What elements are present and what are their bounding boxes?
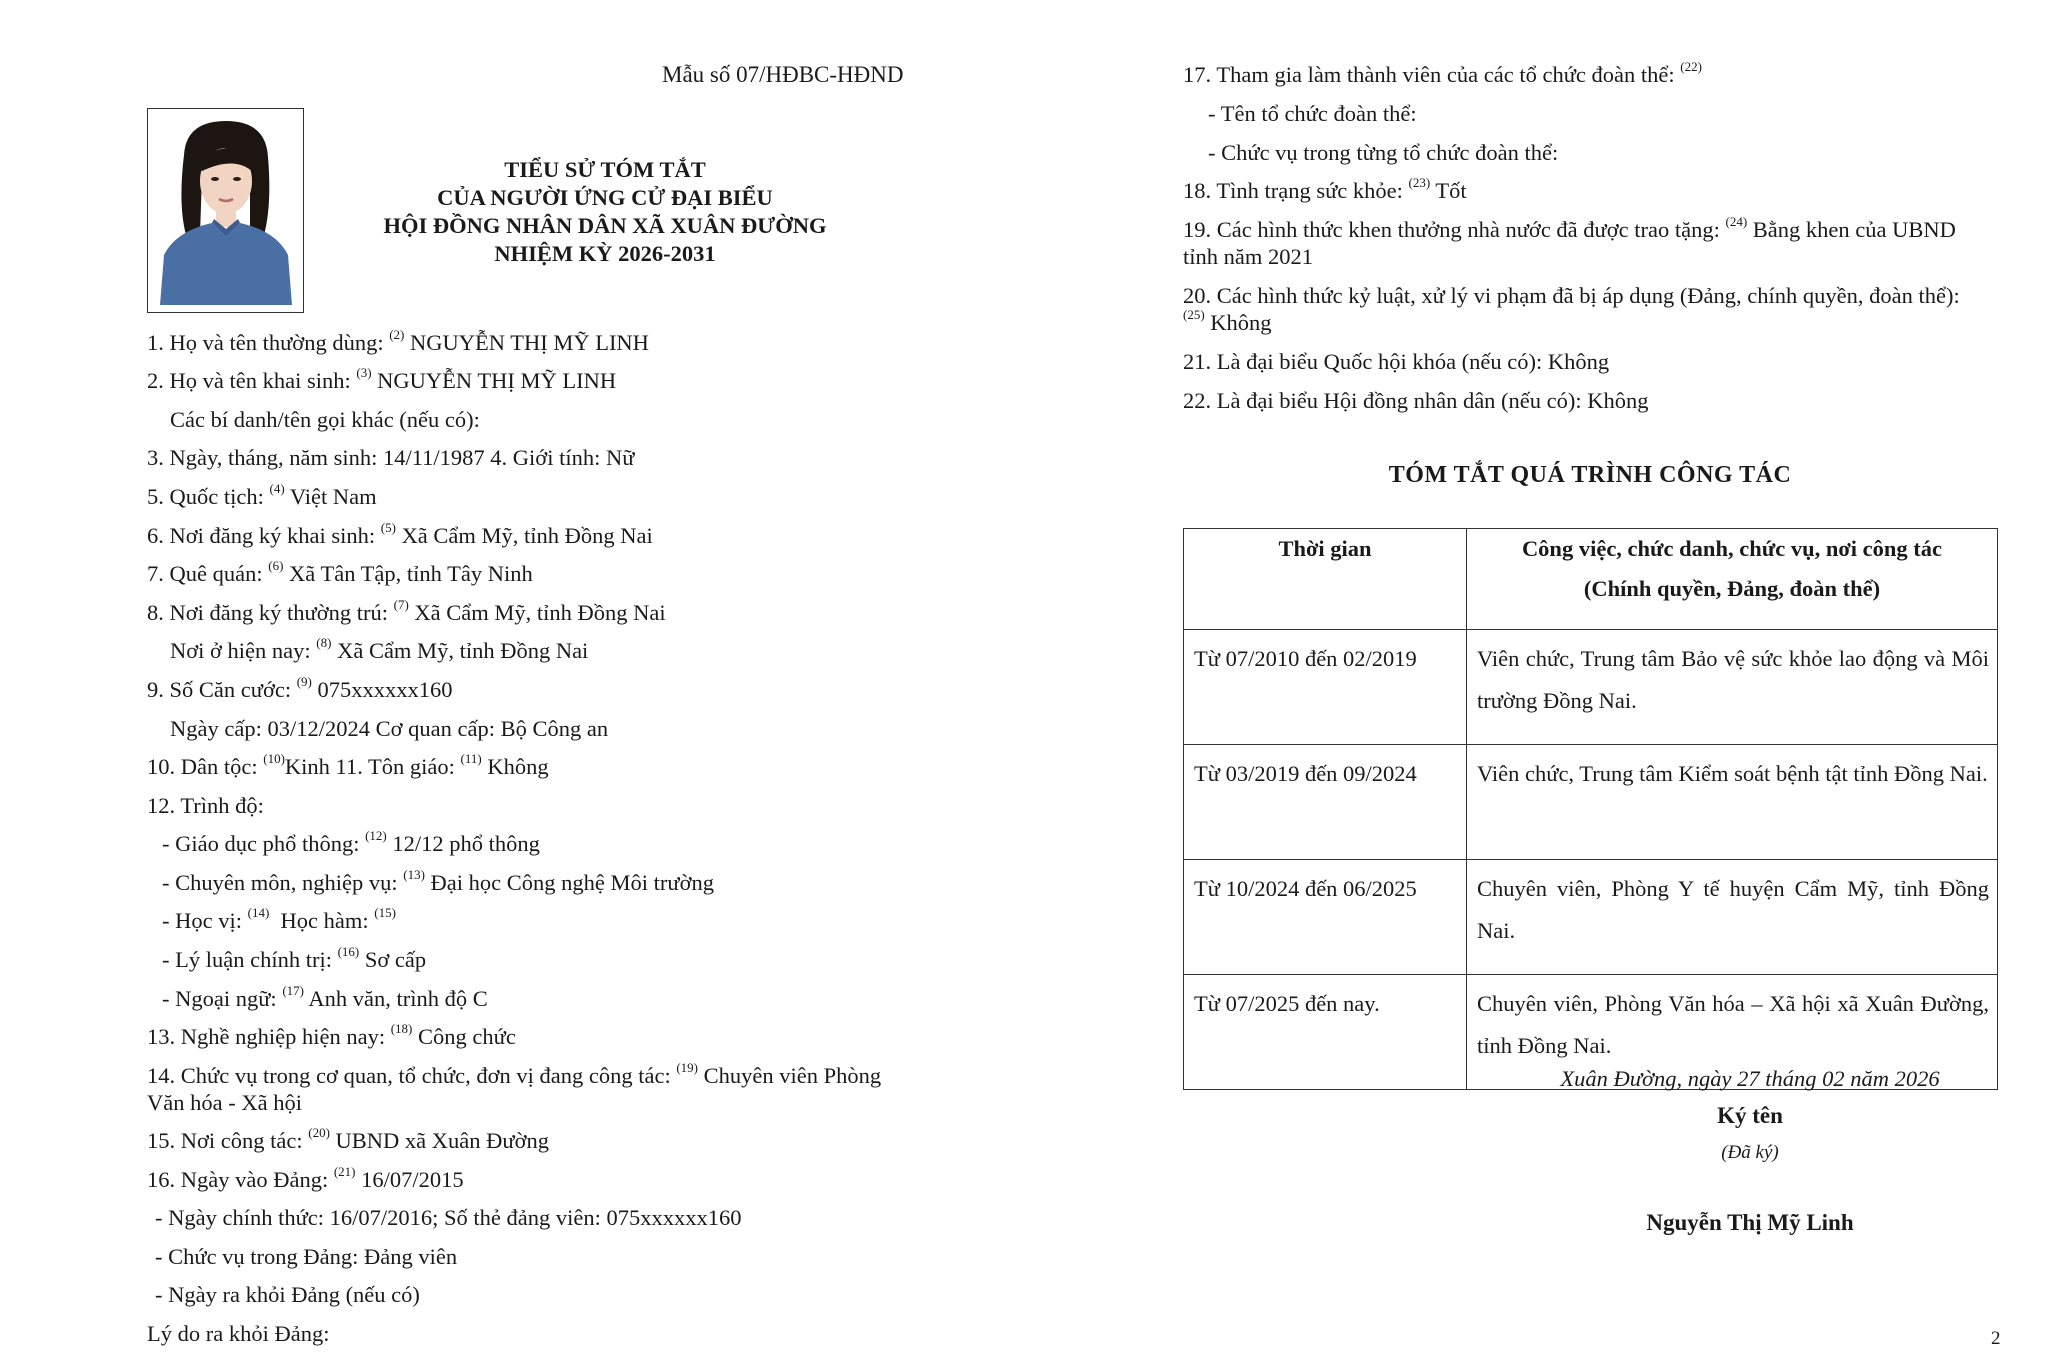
work-history-table xyxy=(1183,528,1998,1090)
field-specialization: - Chuyên môn, nghiệp vụ: $^{(13)}$ Đại học Công nghệ Môi trường xyxy=(162,867,714,895)
portrait-photo xyxy=(147,108,304,313)
signer-name: Nguyễn Thị Mỹ Linh xyxy=(1646,1210,1854,1235)
row-description: Viên chức, Trung tâm Bảo vệ sức khỏe lao động và Môi trường Đồng Nai. xyxy=(1467,630,1998,745)
table-row xyxy=(1184,745,1998,860)
table-header-row xyxy=(1184,529,1998,630)
header-description xyxy=(1467,529,1998,630)
field-nationality: 5. Quốc tịch: $^{(4)}$ Việt Nam xyxy=(147,481,377,509)
field-id-number: 9. Số Căn cước: $^{(9)}$ 075xxxxxx160 xyxy=(147,674,453,702)
field-birth-name: 2. Họ và tên khai sinh: $^{(3)}$ NGUYỄN THỊ MỸ LINH xyxy=(147,365,617,393)
field-degree-title: - Học vị: $^{(14)}$ Học hàm: $^{(15)}$ xyxy=(162,905,396,933)
field-awards: 19. Các hình thức khen thưởng nhà nước đã được trao tặng: $^{(24)}$ Bằng khen của UBND xyxy=(1183,214,1956,242)
row-description: Viên chức, Trung tâm Kiểm soát bệnh tật tỉnh Đồng Nai. xyxy=(1467,745,1998,860)
title-line-2: CỦA NGƯỜI ỨNG CỬ ĐẠI BIỂU xyxy=(437,185,773,210)
header-description-line-1: Công việc, chức danh, chức vụ, nơi công tác xyxy=(1521,536,1943,561)
field-party-leave-date: - Ngày ra khỏi Đảng (nếu có) xyxy=(155,1282,420,1307)
field-common-name: 1. Họ và tên thường dùng: $^{(2)}$ NGUYỄN THỊ MỸ LINH xyxy=(147,327,649,355)
field-discipline-value: $^{(25)}$ Không xyxy=(1183,307,1272,335)
row-time: Từ 10/2024 đến 06/2025 xyxy=(1184,860,1467,975)
field-peoples-council: 22. Là đại biểu Hội đồng nhân dân (nếu có): Không xyxy=(1183,388,1649,413)
field-ethnicity-religion: 10. Dân tộc: $^{(10)}$Kinh 11. Tôn giáo: $^{(11)}$ Không xyxy=(147,751,549,779)
field-party-position: - Chức vụ trong Đảng: Đảng viên xyxy=(155,1244,458,1269)
signature-note: (Đã ký) xyxy=(1721,1142,1779,1163)
work-history-title: TÓM TẮT QUÁ TRÌNH CÔNG TÁC xyxy=(1388,462,1792,488)
signature-label: Ký tên xyxy=(1717,1103,1783,1128)
row-time: Từ 07/2025 đến nay. xyxy=(1184,975,1467,1090)
field-foreign-language: - Ngoại ngữ: $^{(17)}$ Anh văn, trình độ C xyxy=(162,983,488,1011)
page-number: 2 xyxy=(1991,1328,2001,1349)
field-permanent-residence: 8. Nơi đăng ký thường trú: $^{(7)}$ Xã Cẩm Mỹ, tỉnh Đồng Nai xyxy=(147,597,666,625)
field-organization-names: - Tên tổ chức đoàn thể: xyxy=(1208,101,1417,126)
field-party-leave-reason: Lý do ra khỏi Đảng: xyxy=(147,1321,330,1346)
table-row xyxy=(1184,860,1998,975)
field-organization-positions: - Chức vụ trong từng tổ chức đoàn thể: xyxy=(1208,140,1559,165)
field-workplace: 15. Nơi công tác: $^{(20)}$ UBND xã Xuân Đường xyxy=(147,1125,549,1153)
field-aliases: Các bí danh/tên gọi khác (nếu có): xyxy=(170,407,480,432)
header-time: Thời gian xyxy=(1184,529,1467,630)
row-description: Chuyên viên, Phòng Văn hóa – Xã hội xã Xuân Đường, tỉnh Đồng Nai. xyxy=(1467,975,1998,1090)
title-line-3: HỘI ĐỒNG NHÂN DÂN XÃ XUÂN ĐƯỜNG xyxy=(383,213,827,238)
field-current-residence: Nơi ở hiện nay: $^{(8)}$ Xã Cẩm Mỹ, tỉnh Đồng Nai xyxy=(170,635,589,663)
field-national-assembly: 21. Là đại biểu Quốc hội khóa (nếu có): Không xyxy=(1183,349,1610,374)
portrait-image xyxy=(154,115,297,305)
document-title xyxy=(330,156,880,268)
field-party-join-date: 16. Ngày vào Đảng: $^{(21)}$ 16/07/2015 xyxy=(147,1164,464,1192)
row-description: Chuyên viên, Phòng Y tế huyện Cẩm Mỹ, tỉnh Đồng Nai. xyxy=(1467,860,1998,975)
field-party-official-date: - Ngày chính thức: 16/07/2016; Số thẻ đảng viên: 075xxxxxx160 xyxy=(155,1205,742,1230)
row-time: Từ 07/2010 đến 02/2019 xyxy=(1184,630,1467,745)
field-position: 14. Chức vụ trong cơ quan, tổ chức, đơn vị đang công tác: $^{(19)}$ Chuyên viên Phòng xyxy=(147,1060,882,1088)
field-health: 18. Tình trạng sức khỏe: $^{(23)}$ Tốt xyxy=(1183,175,1467,203)
field-position-continued: Văn hóa - Xã hội xyxy=(147,1090,302,1115)
field-birth-registration: 6. Nơi đăng ký khai sinh: $^{(5)}$ Xã Cẩm Mỹ, tỉnh Đồng Nai xyxy=(147,520,653,548)
signature-place-date: Xuân Đường, ngày 27 tháng 02 năm 2026 xyxy=(1560,1066,1940,1091)
field-general-education: - Giáo dục phổ thông: $^{(12)}$ 12/12 phổ thông xyxy=(162,828,540,856)
table-row xyxy=(1184,630,1998,745)
field-education-heading: 12. Trình độ: xyxy=(147,793,264,818)
row-time: Từ 03/2019 đến 09/2024 xyxy=(1184,745,1467,860)
header-description-line-2: (Chính quyền, Đảng, đoàn thể) xyxy=(1583,576,1881,601)
field-dob-gender: 3. Ngày, tháng, năm sinh: 14/11/1987 4. Giới tính: Nữ xyxy=(147,445,635,470)
field-political-theory: - Lý luận chính trị: $^{(16)}$ Sơ cấp xyxy=(162,944,427,972)
field-id-issue: Ngày cấp: 03/12/2024 Cơ quan cấp: Bộ Công an xyxy=(170,716,609,741)
field-discipline: 20. Các hình thức kỷ luật, xử lý vi phạm đã bị áp dụng (Đảng, chính quyền, đoàn thể): xyxy=(1183,283,1960,308)
field-awards-continued: tỉnh năm 2021 xyxy=(1183,244,1313,269)
form-number: Mẫu số 07/HĐBC-HĐND xyxy=(662,62,904,87)
title-line-4: NHIỆM KỲ 2026-2031 xyxy=(494,241,716,266)
title-line-1: TIỂU SỬ TÓM TẮT xyxy=(504,157,706,182)
field-hometown: 7. Quê quán: $^{(6)}$ Xã Tân Tập, tỉnh Tây Ninh xyxy=(147,558,533,586)
field-occupation: 13. Nghề nghiệp hiện nay: $^{(18)}$ Công chức xyxy=(147,1021,516,1049)
field-organizations: 17. Tham gia làm thành viên của các tổ chức đoàn thể: $^{(22)}$ xyxy=(1183,59,1702,87)
